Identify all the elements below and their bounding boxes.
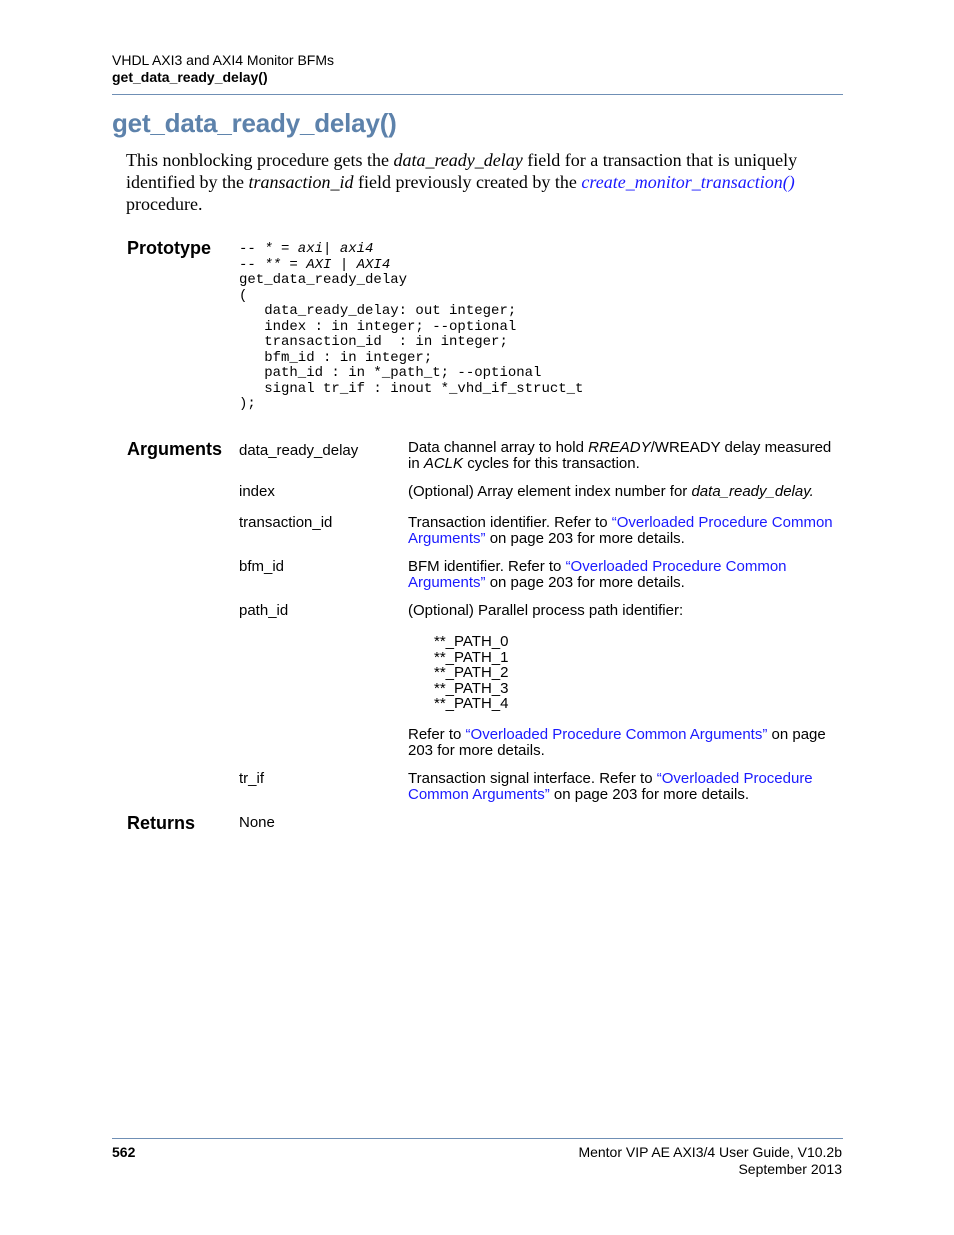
path-list xyxy=(434,634,508,712)
arg-desc-text: on page 203 for more details. xyxy=(485,530,685,547)
header-rule xyxy=(112,94,843,95)
code-line: data_ready_delay: out integer; xyxy=(239,303,517,319)
header-doc-title: VHDL AXI3 and AXI4 Monitor BFMs xyxy=(112,52,335,68)
arg-description xyxy=(408,440,838,472)
code-line: ); xyxy=(239,396,256,412)
arg-desc-italic: RREADY xyxy=(588,439,651,456)
arg-desc-italic: data_ready_delay. xyxy=(691,483,814,500)
code-line: index : in integer; --optional xyxy=(239,318,517,335)
arg-desc-text: on page 203 for more details. xyxy=(549,786,750,803)
intro-text: field previously created by the xyxy=(353,172,582,192)
arg-description xyxy=(408,727,838,759)
arg-desc-italic: ACLK xyxy=(423,455,464,472)
intro-field: transaction_id xyxy=(248,172,354,192)
overloaded-args-link[interactable]: “Overloaded Procedure Common Arguments” xyxy=(408,558,787,591)
prototype-code xyxy=(239,242,583,413)
intro-text: procedure. xyxy=(126,194,203,214)
arg-desc-text: Transaction signal interface. Refer to xyxy=(408,770,657,787)
intro-paragraph xyxy=(126,149,842,215)
arg-name: index xyxy=(239,483,275,500)
arg-desc-text: Data channel array to hold xyxy=(408,439,589,456)
arg-desc-text: (Optional) Array element index number for xyxy=(408,483,692,500)
create-monitor-transaction-link[interactable]: create_monitor_transaction() xyxy=(581,172,795,192)
arg-name: tr_if xyxy=(239,770,265,787)
arg-desc-text: BFM identifier. Refer to xyxy=(408,558,566,575)
path-item: **_PATH_3 xyxy=(434,679,509,697)
arg-name: path_id xyxy=(239,602,289,619)
arg-description xyxy=(408,515,838,547)
intro-text: This nonblocking procedure gets the xyxy=(126,150,394,170)
header-section: get_data_ready_delay() xyxy=(112,69,268,85)
code-line: -- * = axi| axi4 xyxy=(239,241,374,257)
code-line: path_id : in *_path_t; --optional xyxy=(239,365,542,381)
code-line: signal tr_if : inout *_vhd_if_struct_t xyxy=(239,380,584,397)
overloaded-args-link[interactable]: “Overloaded Procedure Common Arguments” xyxy=(408,770,813,803)
arg-name: transaction_id xyxy=(239,514,333,531)
returns-label: Returns xyxy=(127,813,196,833)
arg-description xyxy=(408,771,838,803)
arg-description xyxy=(408,484,838,500)
intro-text: field for a transaction that is uniquely identified by the xyxy=(126,150,798,192)
code-line: get_data_ready_delay xyxy=(239,272,408,288)
arg-desc-text: cycles for this transaction. xyxy=(463,455,640,472)
footer-rule xyxy=(112,1138,843,1139)
arg-desc-text: on page 203 for more details. xyxy=(485,574,685,591)
returns-value: None xyxy=(239,814,275,831)
code-line: -- ** = AXI | AXI4 xyxy=(239,256,391,273)
intro-field: data_ready_delay xyxy=(393,150,523,170)
code-line: ( xyxy=(239,287,248,304)
page-title: get_data_ready_delay() xyxy=(112,108,397,138)
overloaded-args-link[interactable]: “Overloaded Procedure Common Arguments” xyxy=(465,726,768,743)
arguments-label: Arguments xyxy=(127,439,223,459)
code-line: transaction_id : in integer; xyxy=(239,334,508,350)
arg-desc-text: Refer to xyxy=(408,726,466,743)
path-item: **_PATH_0 xyxy=(434,633,509,650)
footer-date: September 2013 xyxy=(738,1161,842,1177)
arg-desc-text: /WREADY delay measured in xyxy=(408,439,832,472)
running-header xyxy=(112,52,842,86)
arg-description: (Optional) Parallel process path identifier: xyxy=(408,602,684,619)
path-item: **_PATH_4 xyxy=(434,695,509,712)
arg-desc-text: on page 203 for more details. xyxy=(408,726,826,759)
arg-description xyxy=(408,559,838,591)
arg-name: bfm_id xyxy=(239,558,285,575)
arg-desc-text: Transaction identifier. Refer to xyxy=(408,514,612,531)
page-number: 562 xyxy=(112,1144,136,1160)
arg-name: data_ready_delay xyxy=(239,442,359,459)
path-item: **_PATH_2 xyxy=(434,664,509,681)
footer-guide: Mentor VIP AE AXI3/4 User Guide, V10.2b xyxy=(578,1144,842,1160)
footer-info xyxy=(578,1144,842,1178)
prototype-label: Prototype xyxy=(127,238,212,258)
path-item: **_PATH_1 xyxy=(434,648,509,666)
overloaded-args-link[interactable]: “Overloaded Procedure Common Arguments” xyxy=(408,514,833,547)
code-line: bfm_id : in integer; xyxy=(239,349,433,366)
